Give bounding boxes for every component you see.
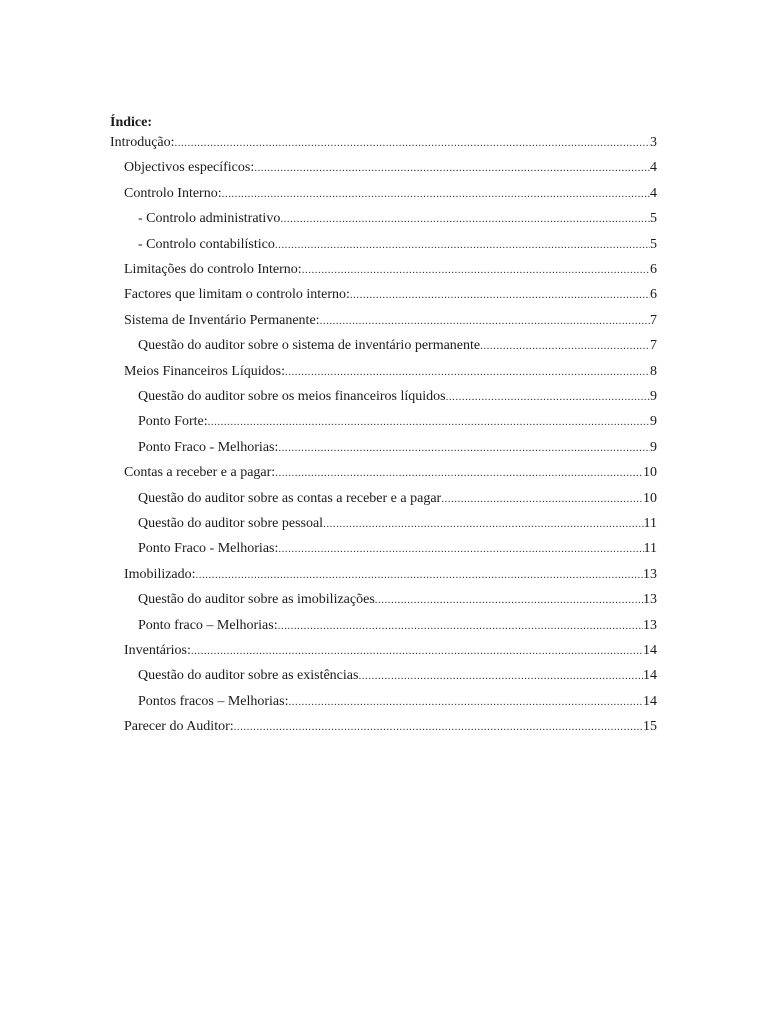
toc-page-number: 5 — [650, 236, 657, 252]
toc-entry-label: Inventários: — [124, 643, 191, 658]
toc-dot-leader — [350, 284, 650, 306]
toc-page-number: 9 — [650, 414, 657, 430]
toc-dot-leader — [446, 386, 650, 408]
toc-entry-label: Questão do auditor sobre as imobilizações — [138, 592, 375, 608]
toc-entry[interactable] — [124, 640, 657, 662]
toc-dot-leader — [196, 564, 643, 586]
toc-entry[interactable] — [138, 386, 657, 408]
toc-entry[interactable] — [138, 335, 657, 357]
toc-dot-leader — [320, 310, 650, 332]
toc-entry-label: Meios Financeiros Líquidos: — [124, 363, 285, 379]
toc-entry-label: Factores que limitam o controlo interno: — [124, 287, 350, 303]
toc-entry-label: Questão do auditor sobre as existências — [138, 668, 359, 684]
toc-dot-leader — [278, 437, 650, 459]
toc-entry[interactable] — [138, 538, 657, 560]
toc-entry[interactable] — [138, 234, 657, 256]
toc-entry[interactable] — [124, 361, 657, 383]
toc-entry-label: Ponto Forte: — [138, 414, 208, 430]
toc-page-number: 10 — [643, 465, 657, 481]
toc-entry[interactable] — [124, 157, 657, 179]
toc-page-number: 13 — [643, 566, 657, 582]
toc-entry[interactable] — [124, 716, 657, 738]
toc-entry-label: Parecer do Auditor: — [124, 719, 234, 735]
toc-page-number: 11 — [643, 516, 657, 531]
toc-dot-leader — [323, 513, 643, 535]
toc-dot-leader — [275, 234, 650, 256]
toc-entry-label: Contas a receber e a pagar: — [124, 465, 276, 481]
toc-dot-leader — [375, 589, 643, 611]
toc-entry[interactable] — [138, 208, 657, 230]
toc-dot-leader — [254, 157, 650, 179]
toc-entry-label: Questão do auditor sobre pessoal — [138, 516, 324, 531]
toc-dot-leader — [288, 691, 643, 713]
toc-page-number: 5 — [650, 211, 657, 227]
toc-page-number: 13 — [643, 592, 657, 608]
toc-title: Índice: — [110, 115, 152, 130]
toc-page-number: 6 — [650, 287, 657, 303]
toc-page-number: 3 — [650, 135, 657, 150]
toc-dot-leader — [280, 208, 650, 230]
toc-dot-leader — [175, 132, 650, 154]
toc-page-number: 7 — [650, 338, 657, 354]
toc-dot-leader — [285, 361, 650, 383]
toc-page-number: 8 — [650, 363, 657, 379]
toc-page-number: 9 — [650, 389, 657, 404]
toc-entry[interactable] — [124, 284, 657, 306]
toc-entry-label: - Controlo contabilístico — [138, 236, 275, 252]
toc-entry-label: Objectivos específicos: — [124, 160, 255, 176]
toc-entry-label: Introdução: — [110, 135, 175, 150]
toc-entry-label: Controlo Interno: — [124, 185, 222, 201]
toc-entry[interactable] — [138, 615, 657, 637]
toc-dot-leader — [278, 538, 643, 560]
toc-entry-label: Limitações do controlo Interno: — [124, 262, 302, 277]
toc-entry[interactable] — [138, 691, 657, 713]
toc-entry[interactable] — [124, 259, 657, 281]
toc-page-number: 10 — [643, 490, 657, 506]
toc-page-number: 15 — [643, 719, 657, 735]
toc-entry[interactable] — [124, 310, 657, 332]
toc-dot-leader — [278, 615, 643, 637]
toc-dot-leader — [208, 411, 650, 433]
toc-page-number: 14 — [643, 643, 657, 658]
toc-entry[interactable] — [138, 665, 657, 687]
toc-dot-leader — [480, 335, 650, 357]
toc-entry[interactable] — [138, 411, 657, 433]
toc-entry[interactable] — [124, 183, 657, 205]
toc-dot-leader — [441, 488, 643, 510]
toc-dot-leader — [302, 259, 650, 281]
toc-entry-label: Pontos fracos – Melhorias: — [138, 693, 289, 709]
toc-entry-label: Imobilizado: — [124, 566, 196, 582]
toc-page-number: 9 — [650, 439, 657, 455]
toc-page-number: 14 — [643, 668, 657, 684]
toc-entry[interactable] — [124, 462, 657, 484]
toc-dot-leader — [358, 665, 643, 687]
toc-dot-leader — [234, 716, 643, 738]
toc-entry[interactable] — [110, 132, 657, 154]
toc-entry[interactable] — [138, 589, 657, 611]
toc-page-number: 4 — [650, 185, 657, 201]
toc-entry-label: - Controlo administrativo — [138, 211, 281, 227]
toc-page-number: 6 — [650, 262, 657, 277]
toc-dot-leader — [222, 183, 650, 205]
toc-page-number: 14 — [643, 693, 657, 709]
toc-dot-leader — [275, 462, 643, 484]
toc-entry[interactable] — [124, 564, 657, 586]
toc-page-number: 7 — [650, 312, 657, 328]
toc-entry-label: Ponto Fraco - Melhorias: — [138, 541, 279, 557]
toc-entry-label: Questão do auditor sobre o sistema de inventário permanente — [138, 338, 481, 354]
toc-entry[interactable] — [138, 437, 657, 459]
toc-entry-label: Ponto fraco – Melhorias: — [138, 617, 278, 633]
toc-page-number: 11 — [643, 541, 657, 557]
toc-entry-label: Ponto Fraco - Melhorias: — [138, 439, 279, 455]
toc-entry-label: Sistema de Inventário Permanente: — [124, 312, 320, 328]
toc-entry[interactable] — [138, 488, 657, 510]
toc-page-number: 4 — [650, 160, 657, 176]
toc-page-number: 13 — [643, 617, 657, 633]
toc-entry-label: Questão do auditor sobre os meios financeiros líquidos — [138, 389, 446, 404]
toc-dot-leader — [191, 640, 643, 662]
toc-entry-label: Questão do auditor sobre as contas a receber e a pagar — [138, 490, 442, 506]
toc-entry[interactable] — [138, 513, 657, 535]
